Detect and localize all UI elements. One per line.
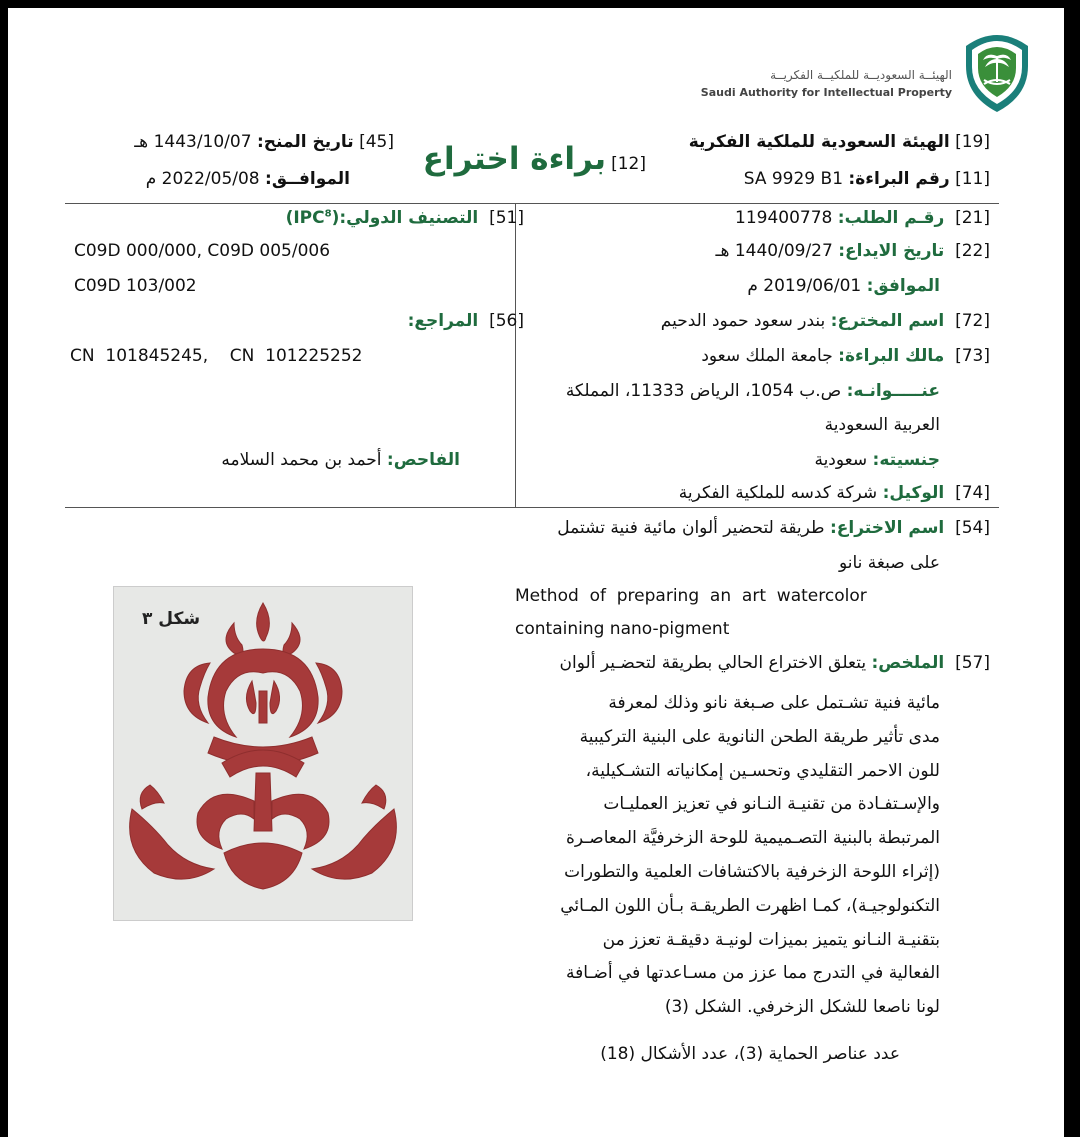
refs-label: المراجع: — [407, 311, 479, 331]
claims-figures-count: عدد عناصر الحماية (3)، عدد الأشكال (18) — [600, 1044, 900, 1064]
filing-corresponding-label: الموافق: — [866, 276, 940, 296]
code-21: [21] — [955, 208, 990, 228]
code-54: [54] — [955, 518, 990, 538]
abstract-line8: التكنولوجيـة)، كمـا اظهرت الطريقـة بـأن اللون المـائي — [560, 895, 940, 916]
ornament-figure — [114, 587, 412, 920]
patent-page — [8, 8, 1064, 1137]
nationality-label: جنسيته: — [872, 450, 940, 470]
agent: شركة كدسه للملكية الفكرية — [678, 483, 878, 503]
abstract-label: الملخص: — [871, 653, 945, 673]
ipc-version: (IPC$^8$): — [285, 208, 347, 228]
abstract-line6: المرتبطة بالبنية التصـميمية للوحة الزخرفيَّة المعاصـرة — [566, 828, 940, 849]
invention-title-en-line1: Method of preparing an art watercolor — [515, 586, 867, 606]
code-57: [57] — [955, 653, 990, 673]
invention-title-ar-line1: طريقة لتحضير ألوان مائية فنية تشتمل — [557, 518, 825, 538]
doc-type: براءة اختراع — [422, 141, 606, 177]
field-74 — [679, 483, 990, 503]
figure-3 — [113, 586, 413, 921]
inventor-label: اسم المخترع: — [830, 311, 945, 331]
nationality: سعودية — [814, 450, 868, 470]
address-line2: العربية السعودية — [824, 415, 940, 435]
abstract-line7: (إثراء اللوحة الزخرفية بالاكتشافات العلمية والتطورات — [564, 861, 940, 882]
grant-date-greg: 2022/05/08 م — [145, 169, 260, 189]
examiner-label: الفاحص: — [386, 450, 460, 470]
grant-date-hijri: 1443/10/07 هـ — [134, 132, 252, 152]
examiner: أحمد بن محمد السلامه — [221, 450, 382, 470]
field-73 — [701, 346, 990, 366]
code-51: [51] — [489, 208, 524, 228]
filing-date-greg-row — [747, 276, 940, 296]
field-11 — [744, 169, 990, 189]
references: CN 101845245, CN 101225252 — [70, 346, 363, 366]
code-56: [56] — [489, 311, 524, 331]
patent-no: SA 9929 B1 — [743, 169, 844, 189]
figure-label: شكل ٣ — [142, 609, 201, 629]
owner-label: مالك البراءة: — [838, 346, 945, 366]
code-72: [72] — [955, 311, 990, 331]
patent-no-label: رقم البراءة: — [848, 169, 950, 189]
divider-middle — [65, 507, 999, 508]
address-row — [566, 381, 940, 401]
abstract-line4: للون الاحمر التقليدي وتحسـين إمكانياته التشـكيلية، — [585, 760, 940, 781]
abstract-body — [515, 687, 940, 1025]
abstract-line9: بتقنيـة النـانو يتميز بميزات لونيـة دقيقـة تعزز من — [602, 929, 940, 950]
divider-top — [65, 203, 999, 204]
abstract-line5: والإسـتفـادة من تقنيـة النـانو في تعزيز العمليـات — [603, 794, 940, 815]
field-54 — [557, 518, 990, 538]
invention-title-label: اسم الاختراع: — [829, 518, 945, 538]
filing-date-label: تاريخ الايداع: — [838, 241, 945, 261]
inventor: بندر سعود حمود الدحيم — [660, 311, 826, 331]
grant-date-label: تاريخ المنح: — [256, 132, 354, 152]
ipc-line1: C09D 000/000, C09D 005/006 — [74, 241, 331, 261]
authority-name-en: Saudi Authority for Intellectual Property — [700, 86, 952, 99]
abstract-line11: لونا ناصعا للشكل الزخرفي. الشكل (3) — [664, 997, 940, 1018]
abstract-line10: الفعالية في التدرج مما عزز من مسـاعدتها في أضـافة — [566, 963, 940, 984]
code-22: [22] — [955, 241, 990, 261]
code-19: [19] — [955, 132, 990, 152]
field-22 — [715, 241, 990, 261]
code-11: [11] — [955, 169, 990, 189]
grant-date-greg-row — [146, 169, 350, 189]
divider-vertical — [515, 203, 516, 507]
address-label: عنـــــوانـه: — [846, 381, 940, 401]
field-12 — [423, 141, 646, 177]
field-57 — [560, 653, 990, 673]
app-no-label: رقـم الطلب: — [837, 208, 945, 228]
palm-swords-shield-icon — [952, 26, 1042, 116]
nationality-row — [814, 450, 940, 470]
code-74: [74] — [955, 483, 990, 503]
code-73: [73] — [955, 346, 990, 366]
invention-title-en-line2: containing nano-pigment — [515, 619, 730, 639]
authority-name-ar: الهيئــة السعوديــة للملكيــة الفكريــة — [770, 68, 952, 82]
field-19 — [689, 132, 990, 152]
abstract-line1: يتعلق الاختراع الحالي بطريقة لتحضـير ألوان — [559, 653, 867, 673]
owner: جامعة الملك سعود — [701, 346, 833, 366]
abstract-line3: مدى تأثير طريقة الطحن النانوية على البنية التركيبية — [579, 726, 940, 747]
agent-label: الوكيل: — [882, 483, 945, 503]
ipc-label: التصنيف الدولي — [346, 208, 479, 228]
code-12: [12] — [611, 154, 646, 174]
field-45 — [134, 132, 394, 152]
field-56 — [408, 311, 524, 331]
field-51 — [286, 208, 524, 228]
filing-date-hijri: 1440/09/27 هـ — [715, 241, 833, 261]
ipc-line2: C09D 103/002 — [74, 276, 197, 296]
abstract-line2: مائية فنية تشـتمل على صـبغة نانو وذلك لمعرفة — [608, 693, 940, 713]
grant-corresponding-label: الموافــق: — [265, 169, 350, 189]
field-72 — [661, 311, 990, 331]
field-21 — [735, 208, 990, 228]
examiner-row — [221, 450, 460, 470]
authority-full: الهيئة السعودية للملكية الفكرية — [688, 132, 950, 152]
filing-date-greg: 2019/06/01 م — [747, 276, 862, 296]
address-line1: ص.ب 1054، الرياض 11333، المملكة — [565, 381, 842, 401]
app-no: 119400778 — [735, 208, 833, 228]
authority-logo — [952, 26, 1042, 116]
invention-title-ar-line2: على صبغة نانو — [838, 553, 940, 573]
code-45: [45] — [359, 132, 394, 152]
